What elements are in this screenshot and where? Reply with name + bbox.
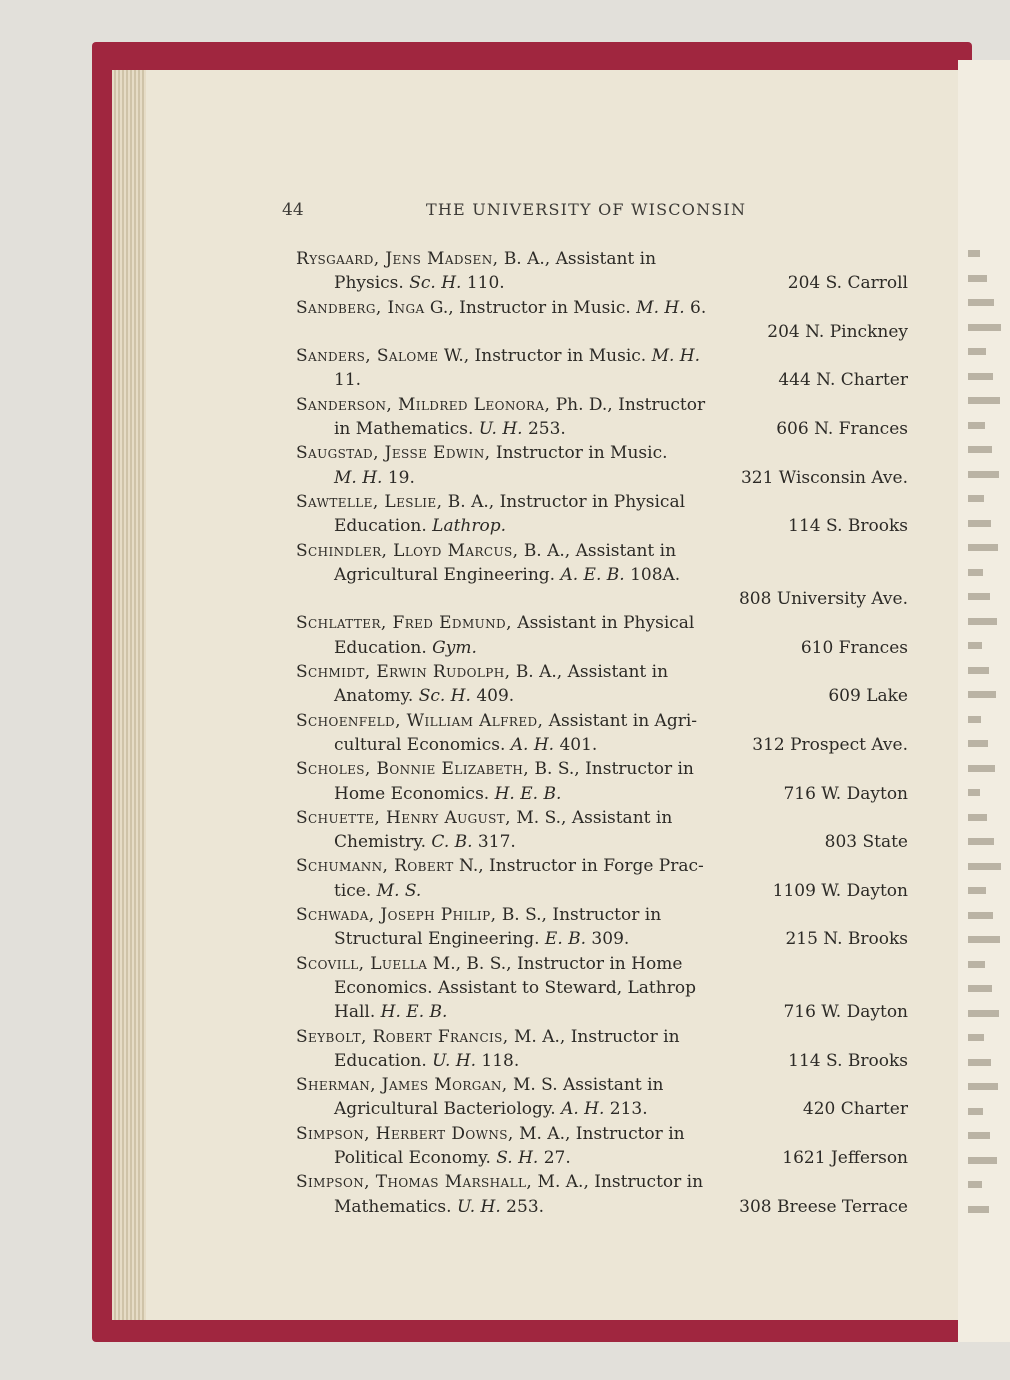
entry-first-line bbox=[296, 539, 908, 563]
room-number: 108A. bbox=[624, 564, 681, 585]
entry-continuation-line bbox=[296, 636, 908, 660]
street-address: 114 S. Brooks bbox=[788, 1050, 908, 1071]
room-number: 110. bbox=[461, 273, 505, 294]
facing-page-text-fragment bbox=[968, 471, 999, 478]
person-name: Simpson, Herbert Downs, bbox=[296, 1123, 514, 1144]
entry-first-line bbox=[296, 709, 908, 733]
person-name: Schindler, Lloyd Marcus, bbox=[296, 540, 519, 561]
street-address: 204 S. Carroll bbox=[787, 273, 908, 294]
building-abbreviation: H. E. B. bbox=[380, 1002, 448, 1023]
building-abbreviation: A. H. bbox=[561, 1099, 605, 1120]
entry-continuation-line bbox=[296, 830, 908, 854]
person-name: Scholes, Bonnie Elizabeth, bbox=[296, 759, 530, 780]
facing-page-text-fragment bbox=[968, 985, 992, 992]
facing-page-text-fragment bbox=[968, 569, 983, 576]
facing-page-text-fragment bbox=[968, 912, 993, 919]
entry-continuation-line bbox=[296, 1049, 908, 1073]
facing-page-text-fragment bbox=[968, 789, 980, 796]
entry-first-line bbox=[296, 344, 908, 368]
entry-continuation-line bbox=[296, 927, 908, 951]
room-number: 118. bbox=[475, 1050, 520, 1071]
building-abbreviation: M. H. bbox=[334, 467, 383, 488]
room-number: 309. bbox=[586, 929, 630, 950]
directory-entry bbox=[296, 806, 908, 855]
entry-first-line bbox=[296, 952, 908, 976]
entry-text: Assistant in Physical bbox=[517, 613, 695, 634]
facing-page-text-fragment bbox=[968, 495, 984, 502]
street-address: 1109 W. Dayton bbox=[772, 880, 908, 901]
facing-page-text-fragment bbox=[968, 1206, 989, 1213]
directory-entry bbox=[296, 660, 908, 709]
entry-text: B. S., Instructor in bbox=[534, 759, 694, 780]
entry-text: Agricultural Engineering. bbox=[334, 564, 561, 585]
entry-text: Ph. D., Instructor bbox=[555, 394, 706, 415]
facing-page-text-fragment bbox=[968, 691, 996, 698]
entry-continuation-line bbox=[296, 1195, 908, 1219]
facing-page-text-fragment bbox=[968, 765, 995, 772]
room-number: 27. bbox=[538, 1147, 571, 1168]
building-abbreviation: U. H. bbox=[432, 1050, 476, 1071]
facing-page-edge bbox=[958, 60, 1010, 1342]
page-header bbox=[282, 200, 772, 224]
facing-page-text-fragment bbox=[968, 642, 982, 649]
room-number: 253. bbox=[522, 419, 566, 440]
person-name: Schlatter, Fred Edmund, bbox=[296, 613, 512, 634]
street-address: 716 W. Dayton bbox=[783, 783, 908, 804]
entry-continuation-line bbox=[296, 514, 908, 538]
street-address: 420 Charter bbox=[802, 1099, 908, 1120]
street-address: 606 N. Frances bbox=[776, 419, 908, 440]
directory-entry bbox=[296, 1073, 908, 1122]
entry-continuation-line bbox=[296, 563, 908, 587]
building-abbreviation: S. H. bbox=[496, 1147, 539, 1168]
entry-text: Political Economy. bbox=[334, 1147, 497, 1168]
facing-page-text-fragment bbox=[968, 1132, 990, 1139]
entry-first-line bbox=[296, 854, 908, 878]
building-abbreviation: Sc. H. bbox=[409, 273, 462, 294]
entry-text: Assistant in Agri- bbox=[548, 710, 698, 731]
facing-page-text-fragment bbox=[968, 1108, 983, 1115]
page-edges bbox=[112, 70, 148, 1320]
person-name: Schwada, Joseph Philip, bbox=[296, 905, 497, 926]
person-name: Seybolt, Robert Francis, bbox=[296, 1026, 509, 1047]
entry-text: B. A., Instructor in Physical bbox=[447, 491, 686, 512]
entry-first-line bbox=[296, 490, 908, 514]
directory-entries bbox=[296, 247, 908, 1219]
person-name: Sanders, Salome bbox=[296, 346, 439, 367]
directory-entry bbox=[296, 611, 908, 660]
facing-page-text-fragment bbox=[968, 1181, 982, 1188]
street-address: 312 Prospect Ave. bbox=[752, 734, 908, 755]
entry-continuation-line bbox=[296, 782, 908, 806]
entry-continuation-line bbox=[296, 587, 908, 611]
facing-page-text-fragment bbox=[968, 422, 985, 429]
entry-text: M. A., Instructor in bbox=[514, 1026, 680, 1047]
entry-text: Physics. bbox=[334, 273, 410, 294]
person-name: Rysgaard, Jens Madsen, bbox=[296, 249, 499, 269]
entry-text: Structural Engineering. bbox=[334, 929, 545, 950]
facing-page-text-fragment bbox=[968, 1083, 998, 1090]
facing-page-text-fragment bbox=[968, 446, 992, 453]
facing-page-text-fragment bbox=[968, 250, 980, 257]
building-abbreviation: Lathrop. bbox=[432, 516, 507, 537]
entry-first-line bbox=[296, 806, 908, 830]
person-name: Schuette, Henry August, bbox=[296, 807, 511, 828]
building-abbreviation: E. B. bbox=[544, 929, 587, 950]
directory-entry bbox=[296, 952, 908, 1025]
directory-entry bbox=[296, 1122, 908, 1171]
entry-text: Education. bbox=[334, 516, 433, 537]
building-abbreviation: A. H. bbox=[510, 734, 555, 755]
entry-first-line bbox=[296, 393, 908, 417]
facing-page-text-fragment bbox=[968, 348, 986, 355]
facing-page-text-fragment bbox=[968, 740, 988, 747]
entry-text: Hall. bbox=[334, 1002, 381, 1023]
facing-page-text-fragment bbox=[968, 324, 1001, 331]
street-address: 609 Lake bbox=[828, 686, 908, 707]
entry-first-line bbox=[296, 903, 908, 927]
entry-text: Instructor in Music. bbox=[495, 443, 668, 464]
street-address: 808 University Ave. bbox=[738, 589, 908, 610]
facing-page-text-fragment bbox=[968, 397, 1000, 404]
entry-text: M. S. Assistant in bbox=[512, 1075, 664, 1096]
building-abbreviation: M. S. bbox=[376, 880, 422, 901]
running-head: THE UNIVERSITY OF WISCONSIN bbox=[426, 200, 747, 219]
building-abbreviation: U. H. bbox=[456, 1196, 501, 1217]
entry-first-line bbox=[296, 247, 908, 271]
building-abbreviation: M. H. bbox=[636, 297, 685, 318]
facing-page-text-fragment bbox=[968, 887, 986, 894]
street-address: 204 N. Pinckney bbox=[767, 321, 908, 342]
facing-page-text-fragment bbox=[968, 814, 987, 821]
entry-text: Mathematics. bbox=[334, 1196, 457, 1217]
entry-text: N., Instructor in Forge Prac- bbox=[459, 856, 704, 877]
room-number: 401. bbox=[554, 734, 598, 755]
building-abbreviation: Gym. bbox=[432, 637, 477, 658]
facing-page-text-fragment bbox=[968, 275, 987, 282]
facing-page-text-fragment bbox=[968, 544, 998, 551]
directory-entry bbox=[296, 903, 908, 952]
entry-first-line bbox=[296, 660, 908, 684]
directory-entry bbox=[296, 393, 908, 442]
entry-first-line bbox=[296, 1025, 908, 1049]
facing-page-text-fragment bbox=[968, 936, 1000, 943]
entry-continuation-line bbox=[296, 368, 908, 392]
entry-continuation-line bbox=[296, 271, 908, 295]
facing-page-text-fragment bbox=[968, 299, 994, 306]
entry-first-line bbox=[296, 1122, 908, 1146]
street-address: 803 State bbox=[824, 832, 908, 853]
entry-continuation-line bbox=[296, 1097, 908, 1121]
person-name: Sherman, James Morgan, bbox=[296, 1075, 508, 1096]
facing-page-text-fragment bbox=[968, 1034, 984, 1041]
entry-first-line bbox=[296, 611, 908, 635]
building-abbreviation: M. H. bbox=[651, 346, 701, 367]
room-number: 19. bbox=[382, 467, 415, 488]
street-address: 610 Frances bbox=[800, 637, 908, 658]
street-address: 215 N. Brooks bbox=[785, 929, 908, 950]
entry-text: Anatomy. bbox=[334, 686, 419, 707]
entry-text: Education. bbox=[334, 637, 433, 658]
person-name: Scovill, Luella bbox=[296, 953, 428, 974]
directory-entry bbox=[296, 490, 908, 539]
facing-page-text-fragment bbox=[968, 667, 989, 674]
entry-continuation-line bbox=[296, 466, 908, 490]
directory-entry bbox=[296, 757, 908, 806]
directory-entry bbox=[296, 1170, 908, 1219]
entry-text: in Mathematics. bbox=[334, 419, 479, 440]
street-address: 321 Wisconsin Ave. bbox=[740, 467, 908, 488]
entry-continuation-line bbox=[296, 417, 908, 441]
facing-page-text-fragment bbox=[968, 1010, 999, 1017]
facing-page-text-fragment bbox=[968, 1157, 997, 1164]
entry-text: tice. bbox=[334, 880, 377, 901]
facing-page-text-fragment bbox=[968, 520, 991, 527]
street-address: 114 S. Brooks bbox=[788, 516, 908, 537]
entry-continuation-line bbox=[296, 1146, 908, 1170]
entry-text: W., Instructor in Music. bbox=[443, 346, 652, 367]
entry-continuation-line bbox=[296, 976, 908, 1000]
entry-text: Agricultural Bacteriology. bbox=[334, 1099, 562, 1120]
building-abbreviation: A. E. B. bbox=[560, 564, 625, 585]
entry-first-line bbox=[296, 1170, 908, 1194]
facing-page-text-fragment bbox=[968, 593, 990, 600]
entry-text: G., Instructor in Music. bbox=[429, 297, 637, 318]
entry-first-line bbox=[296, 757, 908, 781]
room-number: 6. bbox=[684, 297, 707, 318]
entry-text: M. S., Assistant in bbox=[516, 807, 673, 828]
entry-text: cultural Economics. bbox=[334, 734, 511, 755]
room-number: 253. bbox=[500, 1196, 545, 1217]
room-number: 409. bbox=[470, 686, 515, 707]
entry-text: 11. bbox=[334, 370, 362, 391]
directory-entry bbox=[296, 247, 908, 296]
entry-text: B. S., Instructor in bbox=[501, 905, 662, 926]
facing-page-text-fragment bbox=[968, 838, 994, 845]
person-name: Saugstad, Jesse Edwin, bbox=[296, 443, 491, 464]
facing-page-text-fragment bbox=[968, 863, 1001, 870]
entry-first-line bbox=[296, 441, 908, 465]
entry-first-line bbox=[296, 1073, 908, 1097]
street-address: 308 Breese Terrace bbox=[739, 1196, 908, 1217]
entry-continuation-line bbox=[296, 879, 908, 903]
street-address: 716 W. Dayton bbox=[783, 1002, 908, 1023]
room-number: 213. bbox=[604, 1099, 648, 1120]
facing-page-text-fragment bbox=[968, 1059, 991, 1066]
room-number: 317. bbox=[472, 832, 516, 853]
entry-text: B. A., Assistant in bbox=[515, 662, 669, 683]
entry-text: Education. bbox=[334, 1050, 433, 1071]
entry-first-line bbox=[296, 296, 908, 320]
page-number: 44 bbox=[282, 200, 304, 220]
person-name: Schumann, Robert bbox=[296, 856, 454, 877]
person-name: Sanderson, Mildred Leonora, bbox=[296, 394, 551, 415]
entry-continuation-line bbox=[296, 1000, 908, 1024]
directory-entry bbox=[296, 709, 908, 758]
entry-text: Economics. Assistant to Steward, Lathrop bbox=[334, 977, 696, 998]
entry-continuation-line bbox=[296, 733, 908, 757]
building-abbreviation: H. E. B. bbox=[494, 783, 562, 804]
directory-entry bbox=[296, 1025, 908, 1074]
facing-page-text-fragment bbox=[968, 716, 981, 723]
entry-continuation-line bbox=[296, 320, 908, 344]
directory-entry bbox=[296, 344, 908, 393]
entry-text: M., B. S., Instructor in Home bbox=[432, 953, 683, 974]
person-name: Schmidt, Erwin Rudolph, bbox=[296, 662, 511, 683]
directory-entry bbox=[296, 441, 908, 490]
facing-page-text-fragment bbox=[968, 618, 997, 625]
building-abbreviation: Sc. H. bbox=[418, 686, 471, 707]
entry-text: Home Economics. bbox=[334, 783, 495, 804]
entry-text: B. A., Assistant in bbox=[523, 540, 677, 561]
entry-text: Chemistry. bbox=[334, 832, 432, 853]
person-name: Sandberg, Inga bbox=[296, 297, 425, 318]
entry-text: M. A., Instructor in bbox=[537, 1172, 704, 1193]
facing-page-text-fragment bbox=[968, 961, 985, 968]
directory-entry bbox=[296, 854, 908, 903]
directory-entry bbox=[296, 539, 908, 612]
street-address: 444 N. Charter bbox=[778, 370, 908, 391]
entry-text: M. A., Instructor in bbox=[519, 1123, 685, 1144]
building-abbreviation: C. B. bbox=[431, 832, 473, 853]
person-name: Sawtelle, Leslie, bbox=[296, 491, 443, 512]
entry-text: B. A., Assistant in bbox=[503, 249, 657, 269]
building-abbreviation: U. H. bbox=[478, 419, 523, 440]
entry-continuation-line bbox=[296, 684, 908, 708]
person-name: Schoenfeld, William Alfred, bbox=[296, 710, 544, 731]
facing-page-text-fragment bbox=[968, 373, 993, 380]
directory-entry bbox=[296, 296, 908, 345]
street-address: 1621 Jefferson bbox=[782, 1147, 908, 1168]
person-name: Simpson, Thomas Marshall, bbox=[296, 1172, 533, 1193]
